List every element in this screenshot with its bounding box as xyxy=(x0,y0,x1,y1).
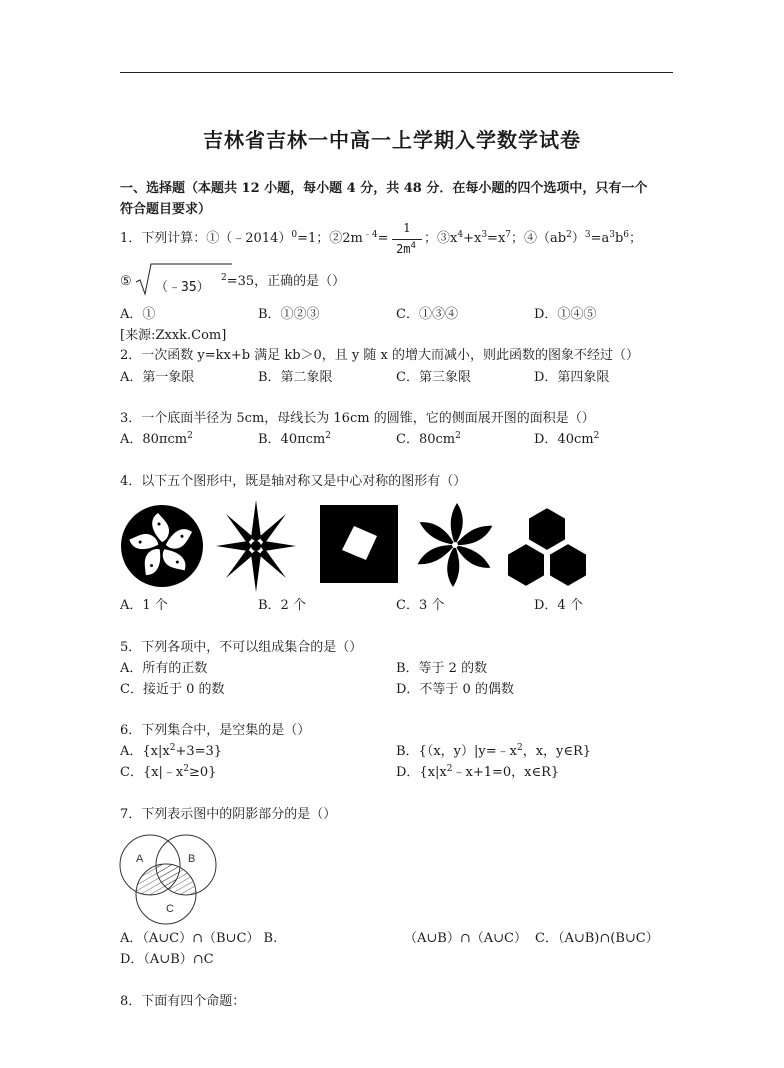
q6-option-c[interactable] xyxy=(120,764,216,782)
page-title: 吉林省吉林一中高一上学期入学数学试卷 xyxy=(203,128,581,152)
q6-option-text: A．{x|x xyxy=(120,744,170,759)
q1-item5-label: ⑤ xyxy=(120,274,132,289)
q2-option-b[interactable]: B．第二象限 xyxy=(258,370,333,385)
q6-option-text: ≥0} xyxy=(189,765,217,780)
q3-option-text: C．80cm xyxy=(396,432,456,447)
q2-option-a[interactable]: A．第一象限 xyxy=(120,370,195,385)
q1-sup: 2 xyxy=(566,230,572,240)
q1-sup: 6 xyxy=(623,230,630,240)
q1-sup: 7 xyxy=(505,230,512,240)
q4-stem: 4．以下五个图形中，既是轴对称又是中心对称的图形有（） xyxy=(120,474,467,489)
q3-option-c[interactable] xyxy=(396,431,461,449)
q5-option-a[interactable]: A．所有的正数 xyxy=(120,661,208,676)
q7-option-b-text[interactable]: （A∪B）∩（A∪C） xyxy=(404,931,527,946)
q1-radicand xyxy=(155,276,210,295)
q6-option-text: D．{x|x xyxy=(396,765,447,780)
q7-option-a-b[interactable]: A．（A∪C）∩（B∪C） B. xyxy=(120,931,278,946)
eight-point-star-icon xyxy=(214,498,298,594)
q4-option-b[interactable]: B．2 个 xyxy=(258,598,306,613)
q2-option-c[interactable]: C．第三象限 xyxy=(396,370,471,385)
venn-label-b: B xyxy=(188,853,196,865)
q1-text: =a xyxy=(590,231,610,246)
q3-sup: 2 xyxy=(325,431,331,441)
q8-stem: 8．下面有四个命题： xyxy=(120,994,246,1009)
q5-option-d[interactable]: D．不等于 0 的偶数 xyxy=(396,682,514,697)
q1-sup: 3 xyxy=(584,230,591,240)
q1-option-b[interactable]: B．①②③ xyxy=(258,307,320,322)
q2-stem: 2．一次函数 y=kx+b 满足 kb＞0，且 y 随 x 的增大而减小，则此函数的图象不经过（） xyxy=(120,348,640,363)
venn-label-c: C xyxy=(166,903,174,915)
venn-diagram xyxy=(118,832,218,928)
q1-frac-bar xyxy=(392,239,422,240)
q1-text: =1；②2m xyxy=(297,231,363,246)
q1-stem xyxy=(120,230,389,248)
q6-option-a[interactable] xyxy=(120,743,222,761)
q3-sup: 2 xyxy=(187,431,193,441)
q5-option-b[interactable]: B．等于 2 的数 xyxy=(396,661,488,676)
q1-stem-rest xyxy=(424,230,642,248)
q1-frac-numerator: 1 xyxy=(403,221,411,235)
q1-sup: 4 xyxy=(457,230,464,240)
q1-text: ） xyxy=(571,231,585,246)
q6-sup: 2 xyxy=(446,764,453,774)
section-heading-line1: 一、选择题（本题共 12 小题，每小题 4 分，共 48 分．在每小题的四个选项中，只有一个 xyxy=(120,181,648,196)
q3-stem: 3．一个底面半径为 5cm，母线长为 16cm 的圆锥，它的侧面展开图的面积是（） xyxy=(120,411,595,426)
q7-option-d[interactable]: D．（A∪B）∩C xyxy=(120,952,214,967)
q1-sup: 2 xyxy=(221,273,227,283)
q1-sup: 3 xyxy=(481,230,488,240)
q1-sup: 0 xyxy=(291,230,298,240)
q7-option-c[interactable]: C．（A∪B)∩(B∪C） xyxy=(535,931,659,946)
q5-stem: 5．下列各项中，不可以组成集合的是（） xyxy=(120,640,363,655)
pinwheel-flower-icon xyxy=(410,500,500,590)
q1-sup: 3 xyxy=(609,230,615,240)
q1-option-a[interactable]: A．① xyxy=(120,307,156,322)
q6-option-b[interactable] xyxy=(396,743,591,761)
q6-sup: 2 xyxy=(516,743,523,753)
bauhinia-flower-icon xyxy=(120,504,204,588)
square-in-square-icon xyxy=(320,505,398,583)
header-rule xyxy=(120,72,673,73)
q1-text: =x xyxy=(487,231,506,246)
q1-text: ； xyxy=(629,231,643,246)
source-note: [来源:Zxxk.Com] xyxy=(120,328,227,343)
q3-option-text: B．40πcm xyxy=(258,432,326,447)
q3-option-a[interactable] xyxy=(120,431,193,449)
q3-sup: 2 xyxy=(455,431,461,441)
q1-text: ；④（ab xyxy=(511,231,567,246)
q1-frac-den-sup: 4 xyxy=(410,241,416,251)
q1-radicand-text: （﹣35） xyxy=(155,280,210,295)
section-heading-line2: 符合题目要求） xyxy=(120,202,212,217)
q2-option-d[interactable]: D．第四象限 xyxy=(534,370,610,385)
q1-text: ；③x xyxy=(424,231,458,246)
q6-option-text: C．{x|﹣x xyxy=(120,765,184,780)
q6-option-text: ，x，y∈R} xyxy=(522,744,592,759)
q1-frac-den-text: 2m xyxy=(396,242,411,256)
q6-sup: 2 xyxy=(183,764,189,774)
q1-option-d[interactable]: D．①④⑤ xyxy=(534,307,597,322)
q1-sup: ﹣4 xyxy=(362,230,378,240)
q6-option-d[interactable] xyxy=(396,764,559,782)
q6-option-text: B．{（x，y）|y=﹣x xyxy=(396,744,517,759)
q3-option-d[interactable] xyxy=(534,431,599,449)
q3-option-text: D．40cm xyxy=(534,432,594,447)
q6-option-text: +3=3} xyxy=(175,744,223,759)
q6-stem: 6．下列集合中，是空集的是（） xyxy=(120,723,311,738)
q6-option-text: ﹣x+1=0，x∈R} xyxy=(452,765,560,780)
q1-text: = xyxy=(377,231,389,246)
q1-text: =35，正确的是（） xyxy=(226,274,346,289)
q1-frac-denominator xyxy=(388,242,424,256)
q7-stem: 7．下列表示图中的阴影部分的是（） xyxy=(120,807,337,822)
q4-option-a[interactable]: A．1 个 xyxy=(120,598,168,613)
q3-option-b[interactable] xyxy=(258,431,331,449)
q3-option-text: A．80πcm xyxy=(120,432,188,447)
q1-text: +x xyxy=(463,231,482,246)
q4-option-c[interactable]: C．3 个 xyxy=(396,598,445,613)
venn-label-a: A xyxy=(136,853,144,865)
q1-option-c[interactable]: C．①③④ xyxy=(396,307,458,322)
q4-option-d[interactable]: D．4 个 xyxy=(534,598,583,613)
three-hexagons-icon xyxy=(502,505,592,591)
q1-text: 1．下列计算：①（﹣2014） xyxy=(120,231,292,246)
q1-text: b xyxy=(614,231,624,246)
q6-sup: 2 xyxy=(169,743,176,753)
q5-option-c[interactable]: C．接近于 0 的数 xyxy=(120,682,225,697)
q3-sup: 2 xyxy=(593,431,600,441)
q1-item5-rest xyxy=(221,273,345,291)
